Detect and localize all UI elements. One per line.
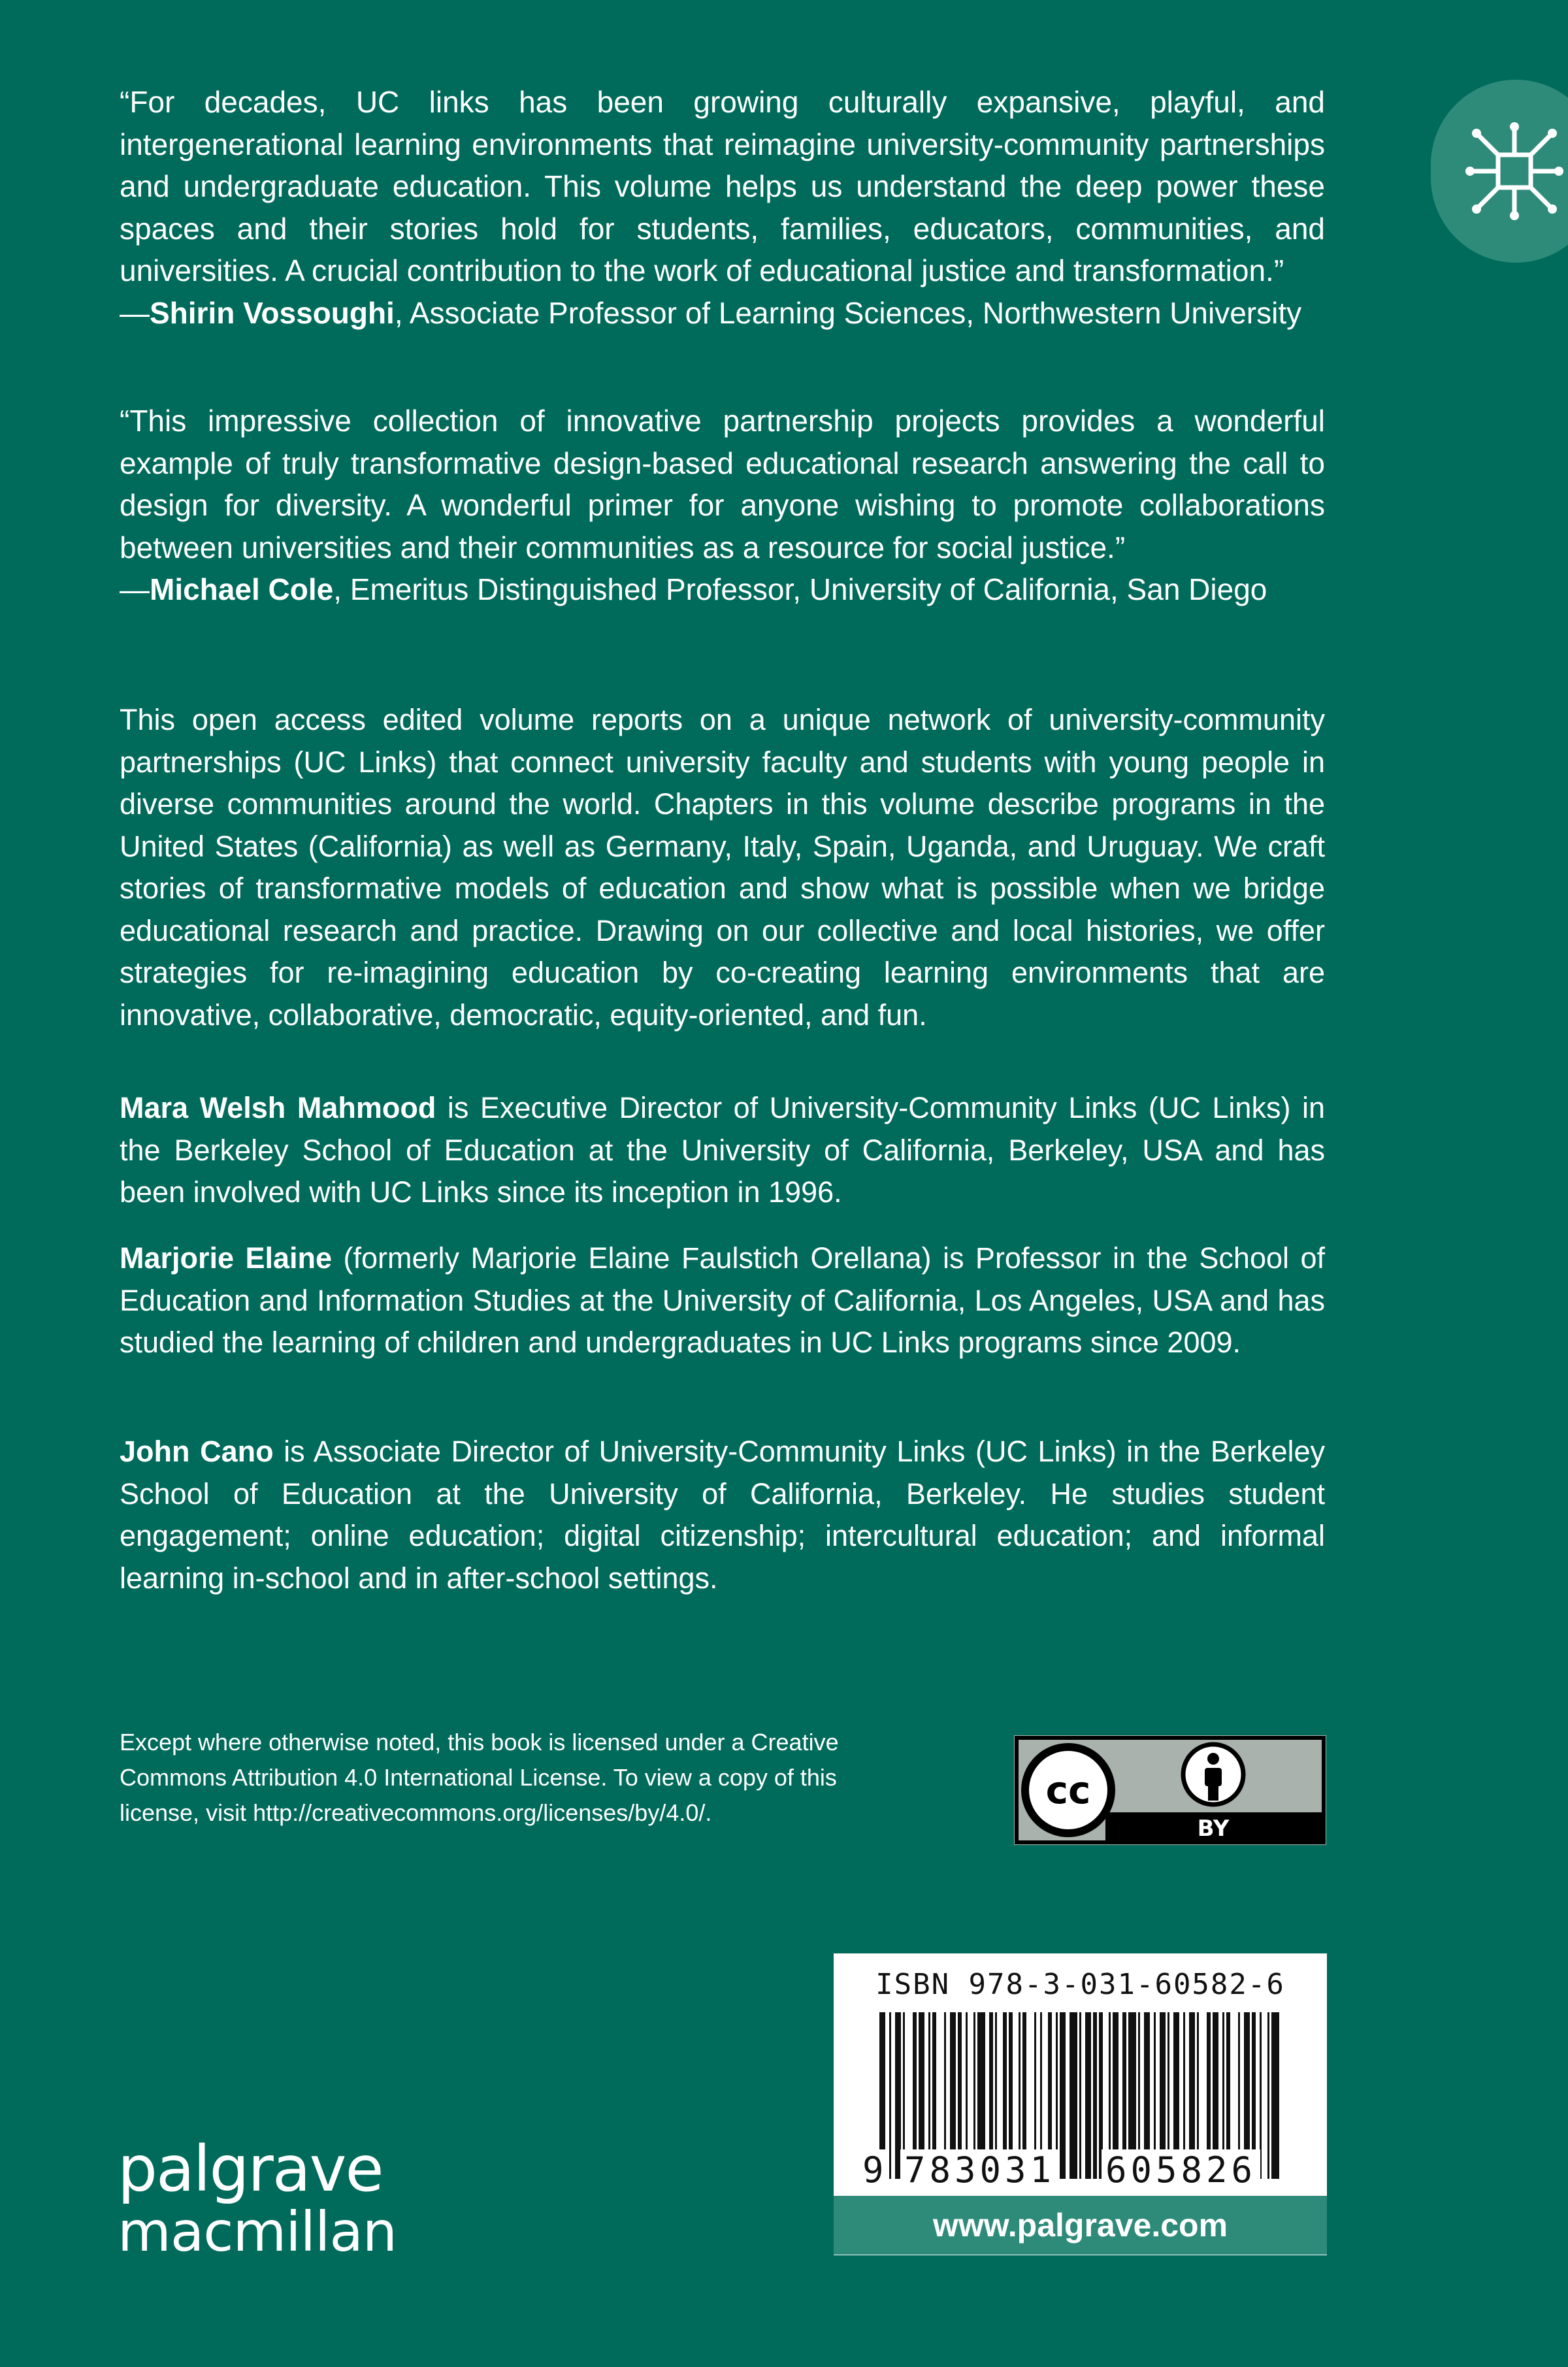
license-notice: Except where otherwise noted, this book is licensed under a Creative Commons Attribution 4.0 International License. To view a copy of this license, visit http://creativecommons.org/licenses/by/4.0/. [120,1729,839,1826]
isbn-label: ISBN 978-3-031-60582-6 [875,1968,1285,2001]
attribution-dash: — [120,295,150,330]
barcode-digit-first: 9 [860,2149,887,2191]
quote-author: Michael Cole [150,572,334,606]
endorsement-quote [120,400,1325,611]
quote-author: Shirin Vossoughi [150,295,395,330]
quote-attribution [120,292,1325,335]
editor-bio-text: (formerly Marjorie Elaine Faulstich Orellana) is Professor in the School of Education and Information Studies at the University of California, Los Angeles, USA and has studied the learning of children and undergraduates in UC Links programs since 2009. [120,1241,1325,1359]
editor-name: Marjorie Elaine [120,1241,333,1275]
by-badge-text: BY [1197,1816,1230,1842]
editor-bio-text: is Executive Director of University-Community Links (UC Links) in the Berkeley School of Education at the University of California, Berkeley, USA and has been involved with UC Links since its inception in 1996. [120,1091,1326,1209]
editor-bio [120,1237,1325,1364]
editor-bio-text: is Associate Director of University-Community Links (UC Links) in the Berkeley School of Education at the University of California, Berkeley. He studies student engagement; online education; digital citizenship; intercultural education; and informal learning in-school and in after-school settings. [120,1435,1325,1595]
quote-author-role: , Associate Professor of Learning Sciences, Northwestern University [394,295,1302,330]
publisher-logo-line2: macmillan [118,2200,397,2264]
editor-bio [120,1431,1325,1599]
attribution-person-icon [1183,1744,1243,1804]
publisher-logo-line1: palgrave [118,2132,383,2206]
cc-by-badge [1014,1735,1326,1845]
series-network-icon [1462,119,1567,223]
barcode-digits [860,2149,1304,2195]
quote-author-role: , Emeritus Distinguished Professor, University of California, San Diego [333,572,1267,606]
quote-text: “For decades, UC links has been growing culturally expansive, playful, and intergenerational learning environments that reimagine university-community partnerships and undergraduate education. This volume helps us understand the deep power these spaces and their stories hold for students, families, educators, communities, and universities. A crucial contribution to the work of educational justice and transformation.” [120,85,1325,287]
endorsement-quote [120,81,1325,334]
barcode-digits-right: 605826 [1102,2149,1260,2191]
publisher-website[interactable]: www.palgrave.com [834,2196,1327,2255]
barcode-digits-left: 783031 [900,2149,1059,2191]
editor-bio [120,1087,1325,1214]
quote-text: “This impressive collection of innovative partnership projects provides a wonderful example of truly transformative design-based educational research answering the call to design for diversity. A wonderful primer for anyone wishing to promote collaborations between universities and their communities as a resource for social justice.” [120,404,1325,564]
attribution-dash: — [120,572,150,606]
creative-commons-icon [1025,1747,1111,1833]
book-summary: This open access edited volume reports on a unique network of university-community partnerships (UC Links) that connect university faculty and students with young people in diverse communities around the world. Chapters in this volume describe programs in the United States (California) as well as Germany, Italy, Spain, Uganda, and Uruguay. We craft stories of transformative models of education and show what is possible when we bridge educational research and practice. Drawing on our collective and local histories, we offer strategies for re-imagining education by co-creating learning environments that are innovative, collaborative, democratic, equity-oriented, and fun. [120,703,1325,1032]
series-tab [1431,80,1568,263]
editor-name: Mara Welsh Mahmood [120,1091,436,1124]
quote-attribution [120,568,1325,611]
editor-name: John Cano [120,1435,274,1468]
cc-badge-text: cc [1045,1768,1091,1812]
publisher-logo [118,2132,397,2264]
